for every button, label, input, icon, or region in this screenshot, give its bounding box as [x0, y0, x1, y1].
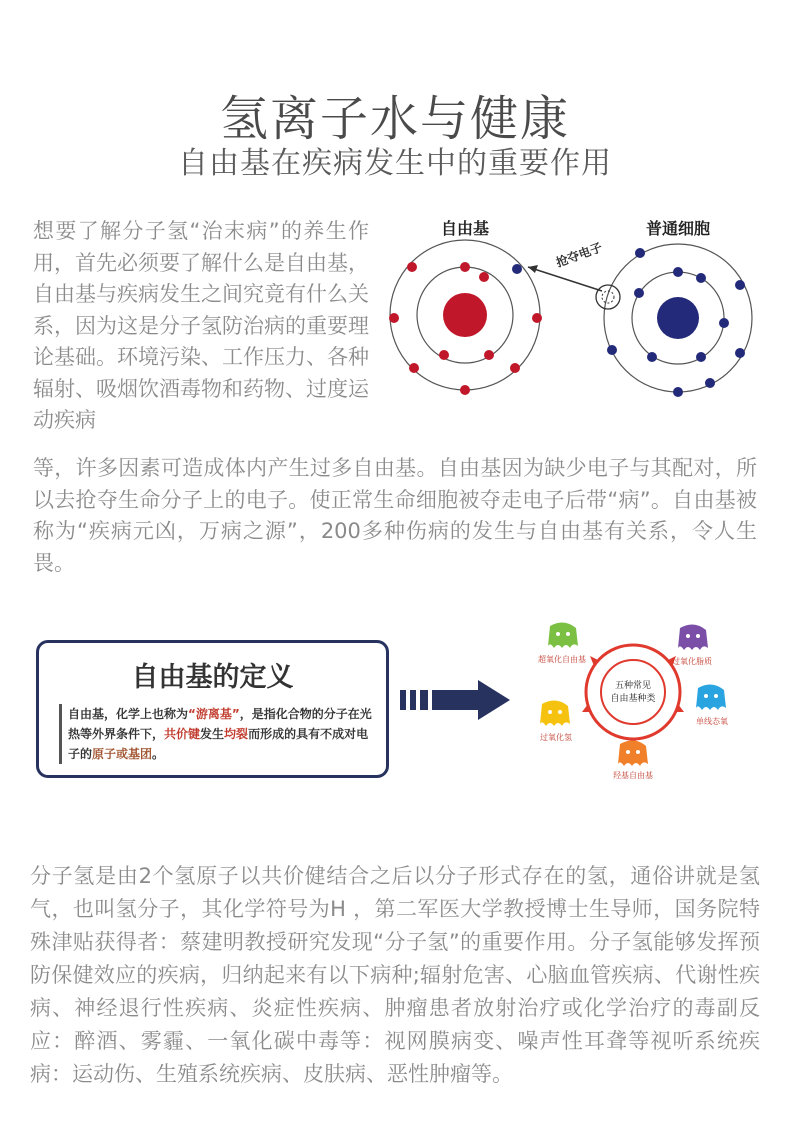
intro-paragraph-wide: 等，许多因素可造成体内产生过多自由基。自由基因为缺少电子与其配对，所以去抢夺生命分子上的电子。使正常生命细胞被夺走电子后带“病”。自由基被称为“疾病元凶，万病之源”，200多种伤病的发生与自由基有关系，令人生畏。 — [33, 456, 757, 575]
term-homolysis: 均裂 — [224, 727, 249, 741]
free-radical-nucleus — [443, 293, 487, 337]
electron-dot — [735, 280, 745, 290]
term-atom-or-group: 原子或基团 — [92, 747, 153, 761]
electron-dot — [607, 345, 617, 355]
steal-arrow — [528, 239, 604, 291]
electron-dot — [460, 385, 470, 395]
electron-dot — [635, 248, 645, 258]
radical-singlet-oxygen — [696, 684, 728, 726]
electron-dot — [532, 313, 542, 323]
normal-cell-nucleus — [657, 297, 699, 339]
free-radical-atom — [389, 240, 542, 395]
radical-lipid-peroxide — [672, 624, 712, 666]
electron-dot — [634, 288, 644, 298]
radical-hydroxyl — [613, 740, 653, 780]
electron-dot — [647, 352, 657, 362]
electron-dot — [479, 272, 489, 282]
electron-dot — [705, 378, 715, 388]
stolen-electron — [512, 264, 522, 274]
electron-dot — [460, 262, 470, 272]
center-label-line-1: 五种常见 — [614, 681, 652, 691]
definition-title: 自由基的定义 — [131, 662, 294, 693]
missing-electron-slot — [596, 285, 620, 309]
electron-dot — [484, 350, 494, 360]
electron-dot — [389, 313, 399, 323]
radical-label: 过氧化脂质 — [672, 657, 712, 666]
definition-box — [36, 640, 389, 778]
electron-dot — [673, 387, 683, 397]
electron-dot — [510, 363, 520, 373]
normal-cell-label: 普通细胞 — [645, 219, 711, 238]
arrow-icon — [400, 680, 520, 720]
radical-label: 羟基自由基 — [613, 771, 653, 780]
radical-hydrogen-peroxide — [540, 700, 572, 742]
center-label-line-2: 自由基种类 — [610, 694, 656, 704]
intro-paragraph-narrow: 想要了解分子氢“治末病”的养生作用，首先必须要了解什么是自由基，自由基与疾病发生之间究竟有什么关系，因为这是分子氢防治病的重要理论基础。环境污染、工作压力、各种辐射、吸烟饮酒毒物和药物、过度运动疾病 — [33, 219, 369, 432]
electron-dot — [407, 262, 417, 272]
steal-electron-label: 抢夺电子 — [554, 240, 605, 270]
electron-dot — [673, 267, 683, 277]
free-radical-figure — [380, 205, 770, 415]
electron-dot — [696, 352, 706, 362]
radical-superoxide — [538, 622, 586, 664]
radical-types-figure — [528, 620, 738, 785]
radical-cycle — [582, 645, 684, 744]
radical-label: 过氧化氢 — [540, 733, 572, 742]
term-free-base: “游离基” — [188, 707, 240, 721]
definition-text: 自由基，化学上也称为“游离基”，是指化合物的分子在光热等外界条件下，共价键发生均裂而形成的具有不成对电子的原子或基团。 — [59, 704, 374, 764]
radical-label: 超氧化自由基 — [538, 655, 586, 664]
free-radical-label: 自由基 — [440, 219, 490, 238]
electron-dot — [735, 348, 745, 358]
electron-dot — [439, 350, 449, 360]
body-paragraph: 分子氢是由2个氢原子以共价健结合之后以分子形式存在的氢，通俗讲就是氢气，也叫氢分子，其化学符号为H ，第二军医大学教授博士生导师，国务院特殊津贴获得者：蔡建明教授研究发现“分子氢”的重要作用。分子氢能够发挥预防保健效应的疾病，归纳起来有以下病种;辐射危害、心脑血管疾病、代谢性疾病、神经退行性疾病、炎症性疾病、肿瘤患者放射治疗或化学治疗的毒副反应：醉酒、雾霾、一氧化碳中毒等：视网膜病变、噪声性耳聋等视听系统疾病：运动伤、生殖系统疾病、皮肤病、恶性肿瘤等。 — [30, 864, 760, 1086]
radical-label: 单线态氧 — [696, 717, 728, 726]
normal-cell-atom — [596, 244, 752, 397]
electron-dot — [696, 273, 706, 283]
electron-dot — [719, 318, 729, 328]
section-title: 自由基在疾病发生中的重要作用 — [178, 146, 612, 181]
page-title: 氢离子水与健康 — [219, 91, 570, 148]
electron-dot — [409, 363, 419, 373]
term-covalent-bond: 共价键 — [164, 727, 201, 741]
